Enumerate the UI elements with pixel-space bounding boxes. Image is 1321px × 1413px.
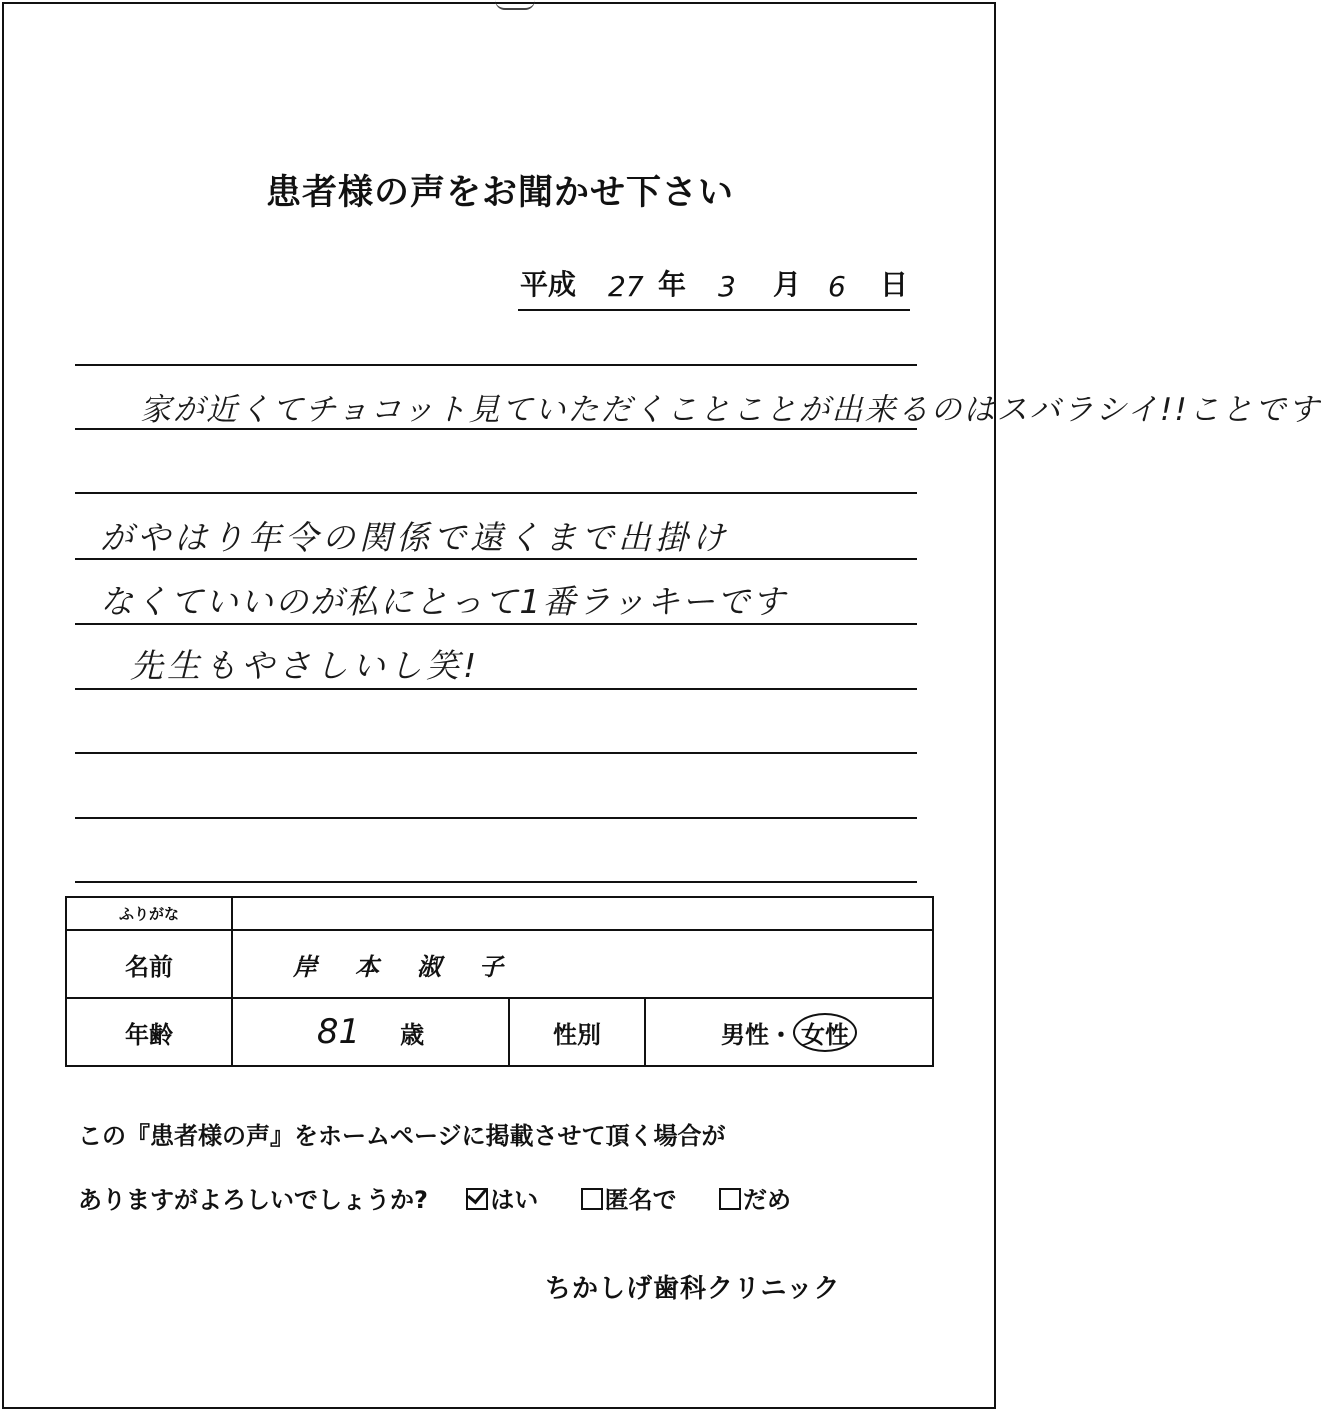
date-era: 平成 [520, 268, 577, 301]
checkbox-icon[interactable] [719, 1188, 741, 1210]
date-field [518, 263, 910, 311]
furigana-field[interactable] [232, 897, 933, 930]
age-label: 年齢 [66, 998, 232, 1066]
consent-option-no[interactable] [719, 1180, 791, 1215]
furigana-label: ふりがな [66, 897, 232, 930]
gender-label: 性別 [509, 998, 645, 1066]
date-year-unit: 年 [658, 268, 687, 301]
name-field[interactable]: 岸本淑子 [232, 930, 933, 998]
scan-mark [495, 0, 535, 10]
ruled-line [75, 881, 917, 883]
comment-line-2: がやはり年令の関係で遠くまで出掛け [100, 518, 729, 557]
gender-female-option[interactable]: 女性 [793, 1013, 857, 1052]
age-value: 81 [316, 1012, 361, 1052]
checkbox-icon[interactable] [581, 1188, 603, 1210]
gender-male-option[interactable]: 男性 [721, 1020, 770, 1049]
gender-field[interactable] [645, 998, 933, 1066]
clinic-name: ちかしげ歯科クリニック [545, 1274, 841, 1304]
consent-option-yes-label: はい [490, 1186, 539, 1214]
consent-option-anonymous[interactable] [581, 1180, 677, 1215]
comment-line-3: なくていいのが私にとって1番ラッキーです [100, 582, 787, 621]
comment-line-4: 先生もやさしいし笑! [130, 646, 481, 685]
consent-question-line-1: この『患者様の声』をホームページに掲載させて頂く場合が [78, 1122, 726, 1150]
gender-separator: ・ [769, 1020, 794, 1049]
ruled-line [75, 492, 917, 494]
consent-option-yes[interactable] [466, 1180, 538, 1215]
age-field[interactable] [232, 998, 509, 1066]
comment-line-1: 家が近くてチョコット見ていただくことことが出来るのはスバラシイ!!ことです [140, 392, 1321, 428]
date-month-unit: 月 [773, 268, 802, 301]
age-unit: 歳 [400, 1021, 425, 1049]
consent-question-line-2 [78, 1180, 791, 1215]
consent-option-no-label: だめ [743, 1186, 791, 1214]
date-day-unit: 日 [880, 268, 909, 301]
date-month: 3 [718, 270, 736, 303]
checkbox-checked-icon[interactable] [466, 1188, 488, 1210]
ruled-line [75, 817, 917, 819]
patient-info-table [65, 896, 934, 1067]
date-day: 6 [828, 270, 846, 303]
name-label: 名前 [66, 930, 232, 998]
ruled-line [75, 364, 917, 366]
ruled-line [75, 688, 917, 690]
consent-question-text: ありますがよろしいでしょうか? [78, 1186, 428, 1214]
form-title: 患者様の声をお聞かせ下さい [265, 173, 734, 213]
ruled-line [75, 623, 917, 625]
date-year: 27 [608, 270, 644, 303]
ruled-line [75, 752, 917, 754]
consent-option-anonymous-label: 匿名で [604, 1186, 677, 1214]
